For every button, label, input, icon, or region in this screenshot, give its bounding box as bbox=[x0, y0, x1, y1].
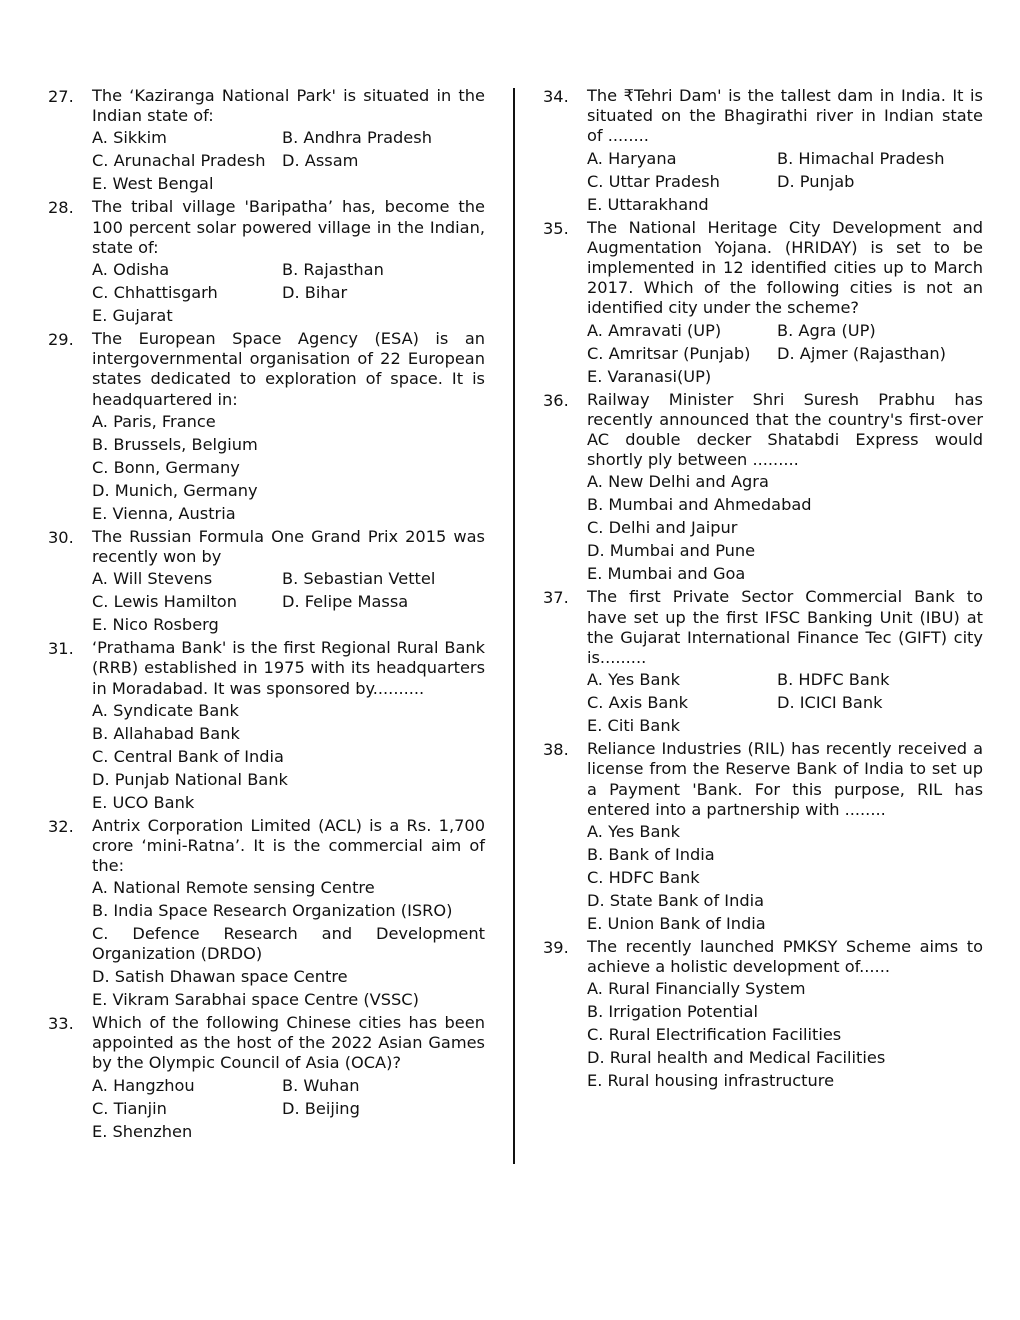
option-text: C. Central Bank of India bbox=[92, 746, 284, 766]
question-header bbox=[48, 329, 485, 410]
question-text: ‘Prathama Bank' is the first Regional Rural Bank (RRB) established in 1975 with its headquarters in Moradabad. It was sponsored by.......... bbox=[92, 638, 485, 698]
option-text: E. Gujarat bbox=[92, 306, 173, 326]
question-text: Railway Minister Shri Suresh Prabhu has recently announced that the country's first-over AC double decker Shatabdi Express would shortly ply between ......... bbox=[587, 389, 983, 470]
question-number: 29. bbox=[48, 330, 74, 350]
option-text: E. Uttarakhand bbox=[587, 194, 709, 214]
options-list bbox=[92, 567, 485, 636]
left-column bbox=[48, 86, 485, 1145]
option-text: B. Agra (UP) bbox=[777, 320, 876, 340]
question-text: The ‘Kaziranga National Park' is situated in the Indian state of: bbox=[92, 86, 485, 126]
option-row bbox=[587, 319, 983, 342]
option-row bbox=[587, 691, 983, 714]
options-list bbox=[92, 699, 485, 814]
option-text: C. Tianjin bbox=[92, 1098, 167, 1118]
option-row bbox=[92, 567, 485, 590]
question-item bbox=[48, 638, 485, 814]
question-header bbox=[543, 937, 983, 977]
option-text: A. Hangzhou bbox=[92, 1075, 195, 1095]
option-row bbox=[587, 668, 983, 691]
question-number: 39. bbox=[543, 938, 569, 958]
options-list bbox=[92, 258, 485, 327]
option-text: E. West Bengal bbox=[92, 174, 214, 194]
option-text: D. Rural health and Medical Facilities bbox=[587, 1048, 886, 1068]
option-text: A. Odisha bbox=[92, 260, 170, 280]
option-text: E. UCO Bank bbox=[92, 792, 195, 812]
question-text: The first Private Sector Commercial Bank to have set up the first IFSC Banking Unit (IBU) at the Gujarat International Finance Tec (GIFT) city is......... bbox=[587, 587, 983, 668]
question-header bbox=[543, 587, 983, 668]
question-header bbox=[543, 739, 983, 820]
option-text: D. Satish Dhawan space Centre bbox=[92, 967, 348, 987]
option-text: E. Vienna, Austria bbox=[92, 503, 236, 523]
options-list bbox=[587, 470, 983, 585]
question-number: 38. bbox=[543, 740, 569, 760]
question-text: Reliance Industries (RIL) has recently received a license from the Reserve Bank of India to set up a Payment 'Bank. For this purpose, RIL has entered into a partnership with ........ bbox=[587, 739, 983, 819]
question-header bbox=[48, 86, 485, 126]
question-text: Antrix Corporation Limited (ACL) is a Rs. 1,700 crore ‘mini-Ratna’. It is the commercial aim of the: bbox=[92, 815, 485, 876]
option-text: B. Sebastian Vettel bbox=[282, 569, 436, 589]
option-text: A. Rural Financially System bbox=[587, 979, 806, 999]
option-row bbox=[92, 590, 485, 613]
column-divider bbox=[513, 88, 515, 1164]
option-text: C. Axis Bank bbox=[587, 693, 688, 713]
option-text: B. Allahabad Bank bbox=[92, 723, 240, 743]
question-item bbox=[48, 1013, 485, 1143]
question-header bbox=[48, 1013, 485, 1074]
option-text: B. Bank of India bbox=[587, 845, 715, 865]
option-text: B. Rajasthan bbox=[282, 260, 384, 280]
options-list bbox=[92, 1074, 485, 1143]
option-text: D. Ajmer (Rajasthan) bbox=[777, 343, 946, 363]
option-text: C. Arunachal Pradesh bbox=[92, 151, 266, 171]
question-item bbox=[543, 218, 983, 388]
question-item bbox=[543, 937, 983, 1092]
option-text: D. Assam bbox=[282, 151, 359, 171]
question-text: Which of the following Chinese cities has been appointed as the host of the 2022 Asian Games by the Olympic Council of Asia (OCA)? bbox=[92, 1013, 485, 1073]
question-item bbox=[48, 329, 485, 525]
option-text: D. Mumbai and Pune bbox=[587, 541, 756, 561]
options-list bbox=[92, 410, 485, 525]
options-list bbox=[92, 876, 485, 1011]
option-text: C. Defence Research and Development Organization (DRDO) bbox=[92, 923, 485, 963]
option-text: B. Brussels, Belgium bbox=[92, 434, 258, 454]
option-row bbox=[92, 258, 485, 281]
option-text: C. Amritsar (Punjab) bbox=[587, 343, 751, 363]
option-text: E. Shenzhen bbox=[92, 1121, 193, 1141]
question-number: 35. bbox=[543, 218, 569, 238]
question-number: 32. bbox=[48, 816, 74, 836]
option-row bbox=[92, 149, 485, 172]
question-number: 34. bbox=[543, 87, 569, 106]
option-row bbox=[587, 170, 983, 193]
option-row bbox=[92, 1097, 485, 1120]
option-text: A. National Remote sensing Centre bbox=[92, 878, 375, 898]
question-item bbox=[48, 86, 485, 195]
option-text: A. Syndicate Bank bbox=[92, 700, 239, 720]
question-header bbox=[48, 638, 485, 699]
question-item bbox=[48, 816, 485, 1011]
question-item bbox=[543, 86, 983, 216]
question-text: The National Heritage City Development and Augmentation Yojana. (HRIDAY) is set to be implemented in 12 identified cities up to March 2017. Which of the following cities is not an identified city under the scheme? bbox=[587, 217, 983, 318]
question-number: 27. bbox=[48, 87, 74, 106]
question-item bbox=[48, 527, 485, 636]
option-text: B. Andhra Pradesh bbox=[282, 128, 432, 148]
option-text: A. Yes Bank bbox=[587, 822, 681, 842]
question-number: 33. bbox=[48, 1014, 74, 1034]
option-text: D. Punjab National Bank bbox=[92, 769, 288, 789]
question-text: The recently launched PMKSY Scheme aims to achieve a holistic development of...... bbox=[587, 937, 983, 977]
option-text: D. Bihar bbox=[282, 283, 348, 303]
options-list bbox=[587, 319, 983, 388]
option-text: E. Nico Rosberg bbox=[92, 615, 219, 635]
option-text: C. Uttar Pradesh bbox=[587, 171, 720, 191]
option-text: E. Rural housing infrastructure bbox=[587, 1071, 835, 1091]
question-number: 28. bbox=[48, 198, 74, 218]
option-text: A. Paris, France bbox=[92, 411, 216, 431]
option-text: C. Delhi and Jaipur bbox=[587, 518, 738, 538]
option-text: A. Will Stevens bbox=[92, 569, 213, 589]
option-text: E. Varanasi(UP) bbox=[587, 366, 712, 386]
option-row bbox=[92, 126, 485, 149]
option-text: D. ICICI Bank bbox=[777, 693, 883, 713]
option-text: A. Haryana bbox=[587, 148, 677, 168]
option-row bbox=[587, 342, 983, 365]
options-list bbox=[587, 668, 983, 737]
option-text: E. Citi Bank bbox=[587, 716, 680, 736]
option-text: A. New Delhi and Agra bbox=[587, 472, 769, 492]
question-header bbox=[543, 218, 983, 319]
question-number: 31. bbox=[48, 639, 74, 659]
option-text: D. State Bank of India bbox=[587, 891, 765, 911]
option-text: B. Wuhan bbox=[282, 1075, 360, 1095]
options-list bbox=[587, 147, 983, 216]
option-text: D. Beijing bbox=[282, 1098, 360, 1118]
option-row bbox=[92, 281, 485, 304]
option-text: D. Munich, Germany bbox=[92, 480, 258, 500]
question-text: The ₹Tehri Dam' is the tallest dam in India. It is situated on the Bhagirathi river in Indian state of ........ bbox=[587, 86, 983, 146]
option-text: D. Felipe Massa bbox=[282, 592, 409, 612]
option-text: A. Amravati (UP) bbox=[587, 320, 722, 340]
question-item bbox=[543, 739, 983, 935]
question-item bbox=[543, 390, 983, 586]
question-item bbox=[543, 587, 983, 737]
option-text: B. Irrigation Potential bbox=[587, 1002, 758, 1022]
option-text: B. Mumbai and Ahmedabad bbox=[587, 495, 812, 515]
question-number: 36. bbox=[543, 390, 569, 410]
question-text: The European Space Agency (ESA) is an intergovernmental organisation of 22 European states dedicated to exploration of space. It is headquartered in: bbox=[92, 329, 485, 409]
question-header bbox=[543, 390, 983, 471]
option-text: C. Rural Electrification Facilities bbox=[587, 1025, 842, 1045]
question-header bbox=[48, 816, 485, 877]
question-text: The Russian Formula One Grand Prix 2015 was recently won by bbox=[92, 526, 485, 567]
question-number: 30. bbox=[48, 527, 74, 547]
question-text: The tribal village 'Baripatha’ has, become the 100 percent solar powered village in the Indian, state of: bbox=[92, 197, 485, 257]
option-text: C. Chhattisgarh bbox=[92, 283, 218, 303]
question-header bbox=[48, 197, 485, 258]
right-column bbox=[543, 86, 983, 1094]
option-text: E. Mumbai and Goa bbox=[587, 564, 746, 584]
option-text: E. Union Bank of India bbox=[587, 914, 766, 934]
options-list bbox=[92, 126, 485, 195]
question-header bbox=[543, 86, 983, 147]
option-text: C. Lewis Hamilton bbox=[92, 592, 237, 612]
options-list bbox=[587, 820, 983, 935]
option-text: C. HDFC Bank bbox=[587, 868, 700, 888]
option-text: C. Bonn, Germany bbox=[92, 457, 240, 477]
option-row bbox=[92, 1074, 485, 1097]
question-number: 37. bbox=[543, 588, 569, 608]
option-text: A. Yes Bank bbox=[587, 670, 681, 690]
question-header bbox=[48, 527, 485, 567]
question-item bbox=[48, 197, 485, 327]
option-text: A. Sikkim bbox=[92, 128, 167, 148]
option-text: B. HDFC Bank bbox=[777, 670, 890, 690]
option-row bbox=[587, 147, 983, 170]
option-text: B. India Space Research Organization (ISRO) bbox=[92, 901, 453, 921]
option-text: D. Punjab bbox=[777, 171, 855, 191]
options-list bbox=[587, 977, 983, 1092]
option-text: E. Vikram Sarabhai space Centre (VSSC) bbox=[92, 990, 419, 1010]
option-text: B. Himachal Pradesh bbox=[777, 148, 945, 168]
